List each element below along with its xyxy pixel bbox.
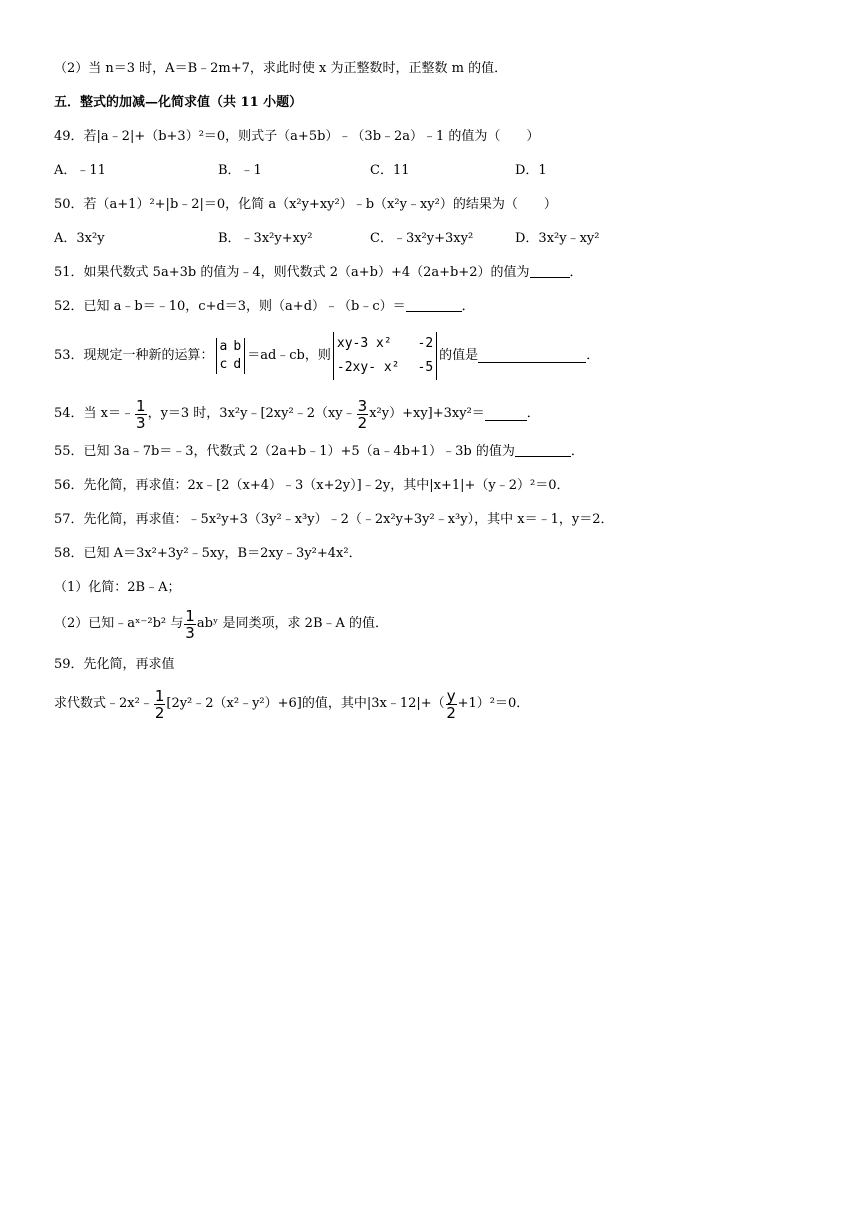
q49-option-c: C．11 bbox=[370, 163, 410, 178]
q54-post: x²y）+xy]+3xy²＝ bbox=[369, 406, 485, 421]
q53-mid: ＝ad﹣cb，则 bbox=[247, 348, 331, 363]
q49-option-a: A．﹣11 bbox=[54, 163, 106, 178]
q54-fraction-three-halves: $\frac{3}{2}$ bbox=[357, 396, 368, 432]
q50-stem: 50．若（a+1）²+|b﹣2|＝0，化简 a（x²y+xy²）﹣b（x²y﹣xy²）的结果为（ ） bbox=[54, 197, 557, 212]
q52-text: 52．已知 a﹣b＝﹣10，c+d＝3，则（a+d）﹣（b﹣c）＝ bbox=[54, 299, 406, 314]
q57-text: 57．先化简，再求值：﹣5x²y+3（3y²﹣x³y）﹣2（﹣2x²y+3y²﹣x³y），其中 x＝﹣1，y＝2． bbox=[54, 512, 614, 527]
q53-answer-blank bbox=[478, 350, 586, 363]
det2-a: xy-3 x² bbox=[336, 336, 392, 351]
det1-d: d bbox=[233, 357, 242, 372]
q51-line: 51．如果代数式 5a+3b 的值为﹣4，则代数式 2（a+b）+4（2a+b+2）的值为 ． bbox=[54, 265, 583, 280]
q52-line: 52．已知 a﹣b＝﹣10，c+d＝3，则（a+d）﹣（b﹣c）＝ ． bbox=[54, 299, 475, 314]
det2-c: -2xy- x² bbox=[336, 360, 400, 375]
q49-option-b: B．﹣1 bbox=[218, 163, 262, 178]
q50-option-b: B．﹣3x²y+xy² bbox=[218, 231, 313, 246]
q58-part2 bbox=[54, 604, 388, 644]
q51-answer-blank bbox=[530, 265, 570, 278]
q49-option-d: D．1 bbox=[515, 163, 547, 178]
det2-b: -2 bbox=[417, 336, 434, 351]
det1-a: a bbox=[219, 339, 228, 354]
det2-d: -5 bbox=[417, 360, 434, 375]
q50-option-c: C．﹣3x²y+3xy² bbox=[370, 231, 474, 246]
q58-stem: 58．已知 A＝3x²+3y²﹣5xy，B＝2xy﹣3y²+4x²． bbox=[54, 546, 362, 561]
q54-mid: ，y＝3 时，3x²y﹣[2xy²﹣2（xy﹣ bbox=[147, 406, 356, 421]
q58-part1: （1）化简：2B﹣A； bbox=[54, 580, 181, 595]
q53-post: 的值是 bbox=[439, 348, 479, 363]
q55-answer-blank bbox=[515, 444, 571, 457]
det1-c: c bbox=[219, 357, 228, 372]
q59-title: 59．先化简，再求值 bbox=[54, 657, 175, 672]
q59-mid: [2y²﹣2（x²﹣y²）+6]的值，其中|3x﹣12|+（ bbox=[166, 696, 445, 711]
q58-part2-pre: （2）已知﹣aˣ⁻²b² 与 bbox=[54, 616, 184, 631]
q54-fraction-one-third: $\frac{1}{3}$ bbox=[136, 396, 146, 432]
q59-fraction-one-half: $\frac{1}{2}$ bbox=[154, 686, 165, 722]
q50-option-d: D．3x²y﹣xy² bbox=[515, 231, 600, 246]
q55-line: 55．已知 3a﹣7b＝﹣3，代数式 2（2a+b﹣1）+5（a﹣4b+1）﹣3b 的值为 ． bbox=[54, 444, 584, 459]
q59-expression bbox=[54, 684, 529, 724]
q58-part2-post: abʸ 是同类项，求 2B﹣A 的值． bbox=[196, 616, 389, 631]
determinant-definition bbox=[216, 338, 246, 374]
determinant-problem bbox=[333, 332, 437, 380]
q53-line: 53．现规定一种新的运算： a b c d ＝ad﹣cb，则 xy-3 x² -2 -2xy- x² -5 的值是 ． bbox=[54, 328, 599, 384]
q58-fraction-one-third: $\frac{1}{3}$ bbox=[185, 606, 195, 642]
q59-pre: 求代数式﹣2x²﹣ bbox=[54, 696, 153, 711]
prev-question-part2: （2）当 n＝3 时，A＝B﹣2m+7，求此时使 x 为正整数时，正整数 m 的值． bbox=[54, 61, 508, 76]
q54-answer-blank bbox=[485, 408, 527, 421]
q53-pre: 53．现规定一种新的运算： bbox=[54, 348, 214, 363]
q56-text: 56．先化简，再求值：2x﹣[2（x+4）﹣3（x+2y）]﹣2y，其中|x+1|+（y﹣2）²＝0． bbox=[54, 478, 570, 493]
q59-post: +1）²＝0． bbox=[457, 696, 530, 711]
q54-pre: 54．当 x＝﹣ bbox=[54, 406, 135, 421]
q54-line: 54．当 x＝﹣ $\frac{1}{3}$ ，y＝3 时，3x²y﹣[2xy²﹣2（xy﹣ $\frac{3}{2}$ x²y）+xy]+3xy²＝ ． bbox=[54, 396, 540, 432]
q50-option-a: A．3x²y bbox=[54, 231, 105, 246]
q51-text: 51．如果代数式 5a+3b 的值为﹣4，则代数式 2（a+b）+4（2a+b+2）的值为 bbox=[54, 265, 530, 280]
q59-fraction-y-over-2: $\frac{y}{2}$ bbox=[446, 686, 456, 722]
det1-b: b bbox=[233, 339, 242, 354]
q55-text: 55．已知 3a﹣7b＝﹣3，代数式 2（2a+b﹣1）+5（a﹣4b+1）﹣3b 的值为 bbox=[54, 444, 515, 459]
q49-stem: 49．若|a﹣2|+（b+3）²＝0，则式子（a+5b）﹣（3b﹣2a）﹣1 的值为（ ） bbox=[54, 129, 540, 144]
q52-answer-blank bbox=[406, 299, 462, 312]
section-title: 五．整式的加减—化简求值（共 11 小题） bbox=[54, 95, 303, 110]
